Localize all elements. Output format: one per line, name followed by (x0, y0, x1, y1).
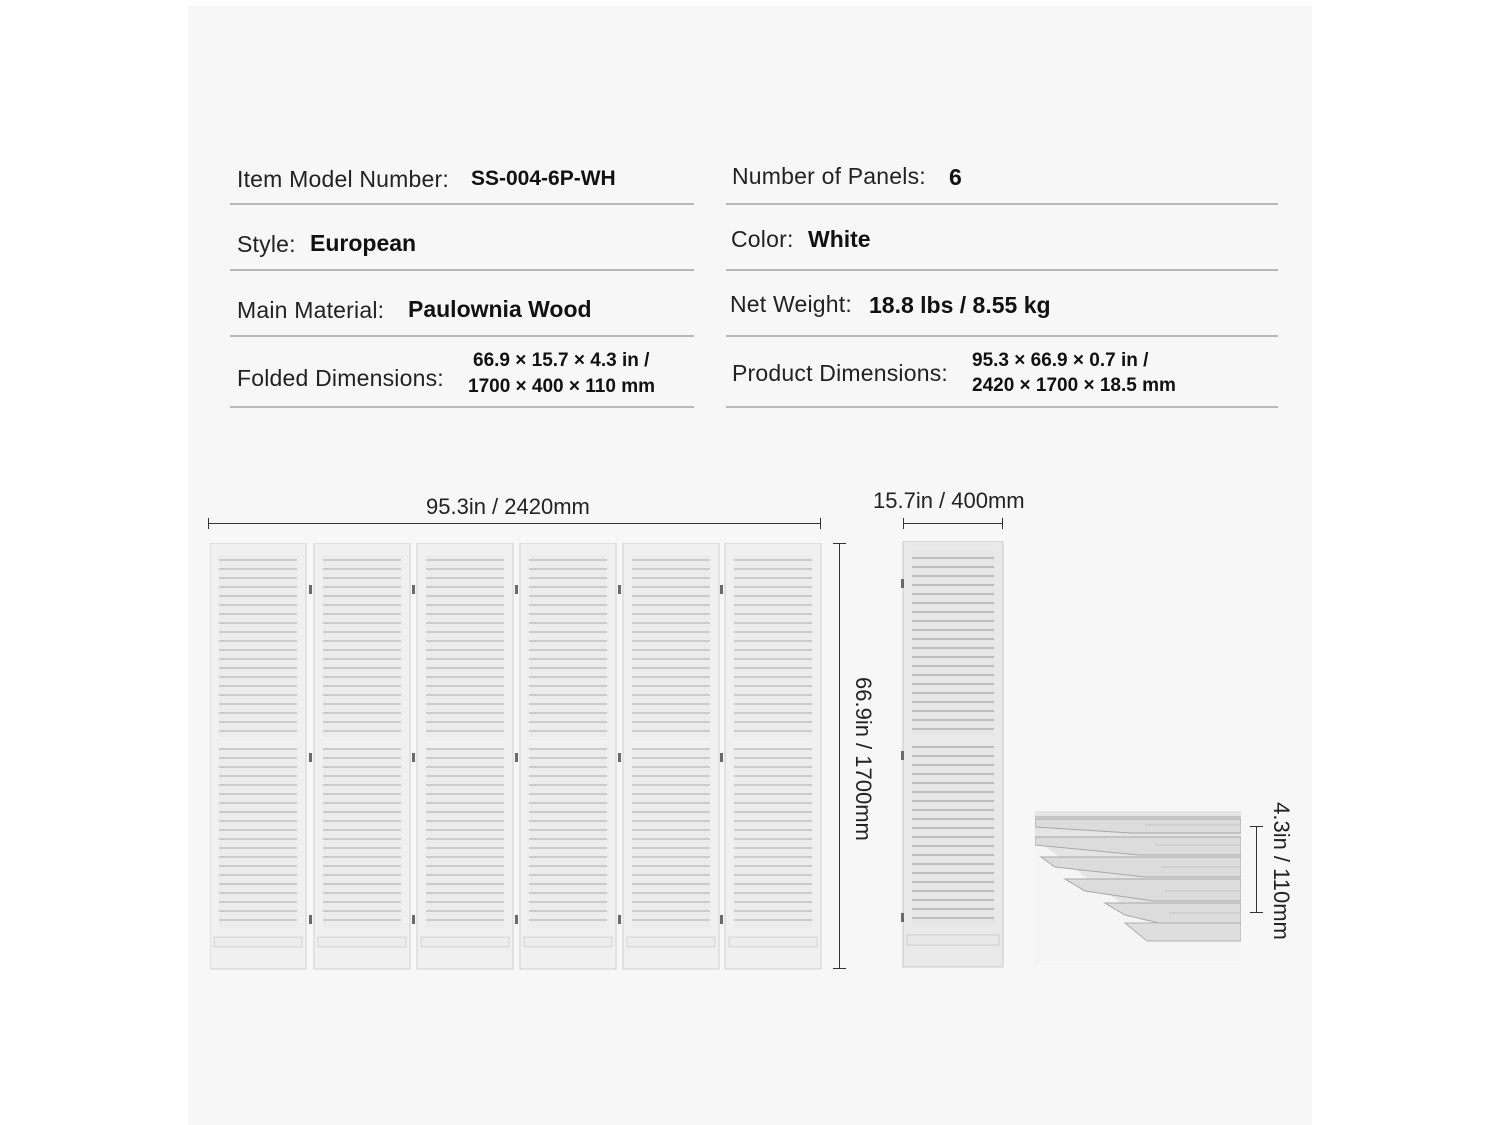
dimension-tick (833, 968, 846, 969)
panel-width-label: 15.7in / 400mm (873, 488, 1025, 513)
dimension-tick (1250, 912, 1263, 913)
spec-value-line2: 2420 × 1700 × 18.5 mm (972, 375, 1176, 396)
spec-value: White (808, 226, 871, 252)
thickness-dimension-line (1256, 826, 1257, 913)
dimension-tick (1002, 518, 1003, 529)
spec-label: Style: (237, 231, 296, 257)
open-width-dimension-line (208, 523, 821, 524)
spec-value: Paulownia Wood (408, 296, 592, 322)
dimension-tick (833, 543, 846, 544)
thickness-label: 4.3in / 110mm (1269, 802, 1294, 940)
screen-panel (210, 543, 306, 969)
screen-panel (520, 543, 616, 969)
spec-value-line2: 1700 × 400 × 110 mm (468, 376, 655, 397)
spec-row-material (230, 271, 694, 337)
dimension-tick (903, 518, 904, 529)
spec-row-product-dimensions (726, 337, 1278, 408)
screen-panel (725, 543, 821, 969)
spec-label: Item Model Number: (237, 166, 449, 192)
spec-value: 6 (949, 164, 962, 190)
panel-width-dimension-line (903, 523, 1003, 524)
spec-row-style (230, 205, 694, 271)
height-label: 66.9in / 1700mm (851, 677, 876, 841)
spec-label: Product Dimensions: (732, 360, 948, 386)
spec-row-color (726, 205, 1278, 271)
spec-label: Number of Panels: (732, 163, 926, 189)
spec-label: Net Weight: (730, 291, 852, 317)
spec-row-weight (726, 271, 1278, 337)
spec-label: Main Material: (237, 297, 385, 323)
dimension-tick (1250, 826, 1263, 827)
single-panel-illustration (901, 541, 1005, 969)
spec-column-right (726, 150, 1278, 410)
spec-value: 18.8 lbs / 8.55 kg (869, 292, 1051, 318)
spec-label: Color: (731, 226, 794, 252)
spec-label: Folded Dimensions: (237, 365, 444, 391)
folded-stack-illustration (1035, 811, 1241, 965)
screen-panel (623, 543, 719, 969)
screen-panel (314, 543, 410, 969)
spec-value-line1: 95.3 × 66.9 × 0.7 in / (972, 350, 1149, 371)
spec-row-folded-dimensions (230, 337, 694, 408)
spec-row-model (230, 150, 694, 205)
spec-row-panels (726, 150, 1278, 205)
spec-value: European (310, 230, 417, 256)
spec-column-left (230, 150, 694, 410)
screen-panel (417, 543, 513, 969)
open-width-label: 95.3in / 2420mm (426, 494, 590, 519)
dimension-tick (208, 518, 209, 529)
height-dimension-line (839, 543, 840, 969)
room-divider-open-illustration (210, 543, 826, 971)
dimension-tick (820, 518, 821, 529)
spec-value: SS-004-6P-WH (471, 167, 616, 190)
spec-value-line1: 66.9 × 15.7 × 4.3 in / (473, 350, 650, 371)
